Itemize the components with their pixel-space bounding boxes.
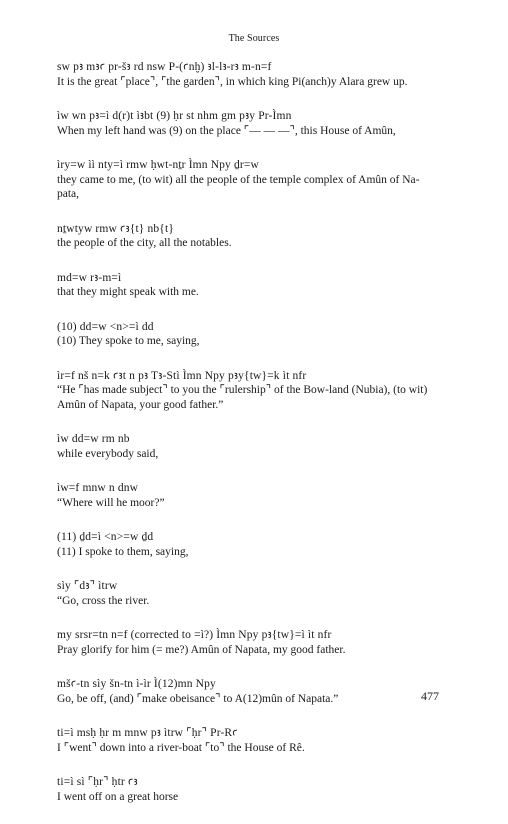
transliteration-line: ìry=w ìì nty=ì rmw ḥwt-nṯr Ìmn Npy ḏr=w bbox=[57, 159, 259, 171]
entry bbox=[57, 158, 457, 202]
translation-line: “Where will he moor?” bbox=[57, 496, 165, 509]
transliteration-line: sw pꜣ mꜣꜥ pr-šꜣ rd nsw P-(ꜥnḫ) ꜣl-lꜣ-rꜣ m-n=f bbox=[57, 61, 272, 73]
translation-line: while everybody said, bbox=[57, 447, 159, 460]
entry bbox=[57, 775, 457, 804]
entry bbox=[57, 726, 457, 755]
translation-line: Pray glorify for him (= me?) Amûn of Napata, my good father. bbox=[57, 643, 346, 656]
translation-line: When my left hand was (9) on the place ⌜— — —⌝, this House of Amûn, bbox=[57, 124, 396, 137]
transliteration-line: ìw dd=w rm nb bbox=[57, 433, 130, 445]
entry bbox=[57, 628, 457, 657]
transliteration-line: my srsr=tn n=f (corrected to =ì?) Ìmn Npy pꜣ{tw}=ì ìt nfr bbox=[57, 629, 332, 641]
transliteration-line: nṯwtyw rmw ꜥꜣ{t} nb{t} bbox=[57, 222, 174, 235]
entry bbox=[57, 109, 457, 138]
entry bbox=[57, 530, 457, 559]
text-body bbox=[57, 60, 457, 824]
transliteration-line: md=w rꜣ-m=ì bbox=[57, 271, 122, 284]
entry bbox=[57, 579, 457, 608]
entry bbox=[57, 60, 457, 89]
translation-line: (10) They spoke to me, saying, bbox=[57, 335, 200, 347]
entry bbox=[57, 369, 457, 413]
transliteration-line: sìy ⌜dꜣ⌝ ìtrw bbox=[57, 580, 118, 592]
entry bbox=[57, 222, 457, 251]
transliteration-line: ti=ì msḥ ḥr m mnw pꜣ ìtrw ⌜ḥr⌝ Pr-Rꜥ bbox=[57, 727, 238, 739]
translation-line: It is the great ⌜place⌝, ⌜the garden⌝, in which king Pi(anch)y Alara grew up. bbox=[57, 75, 408, 88]
transliteration-line: (10) dd=w <n>=ì dd bbox=[57, 320, 154, 333]
translation-line: “Go, cross the river. bbox=[57, 594, 150, 607]
translation-line: “He ⌜has made subject⌝ to you the ⌜rulership⌝ of the Bow-land (Nubia), (to wit) bbox=[57, 384, 428, 396]
translation-line: Amûn of Napata, your good father.” bbox=[57, 398, 224, 411]
transliteration-line: ìw=f mnw n dnw bbox=[57, 482, 139, 494]
transliteration-line: mšꜥ-tn sìy šn-tn ì-ìr Ì(12)mn Npy bbox=[57, 678, 216, 690]
entry bbox=[57, 432, 457, 461]
transliteration-line: (11) ḏd=ì <n>=w ḏd bbox=[57, 531, 154, 543]
translation-line: Go, be off, (and) ⌜make obeisance⌝ to A(12)mûn of Napata.” bbox=[57, 692, 339, 705]
translation-line: I went off on a great horse bbox=[57, 790, 179, 803]
entry bbox=[57, 320, 457, 349]
page-number: 477 bbox=[421, 689, 439, 703]
translation-line: I ⌜went⌝ down into a river-boat ⌜to⌝ the House of Rê. bbox=[57, 741, 305, 754]
entry bbox=[57, 271, 457, 300]
entry bbox=[57, 481, 457, 510]
transliteration-line: ìr=f nš n=k ꜥꜣt n pꜣ Tꜣ-Stì Ìmn Npy pꜣy{tw}=k ìt nfr bbox=[57, 369, 307, 382]
translation-line: the people of the city, all the notables. bbox=[57, 237, 232, 249]
translation-line: pata, bbox=[57, 188, 80, 200]
entry bbox=[57, 677, 457, 706]
translation-line: they came to me, (to wit) all the people of the temple complex of Amûn of Na- bbox=[57, 173, 420, 186]
transliteration-line: ìw wn pꜣ=ì d(r)t ìꜣbt (9) ḥr st nhm gm pꜣy Pr-Ìmn bbox=[57, 110, 292, 122]
transliteration-line: ti=ì sì ⌜ḥr⌝ ḥtr ꜥꜣ bbox=[57, 776, 138, 788]
translation-line: that they might speak with me. bbox=[57, 286, 199, 298]
running-head: The Sources bbox=[228, 33, 280, 44]
translation-line: (11) I spoke to them, saying, bbox=[57, 545, 189, 558]
